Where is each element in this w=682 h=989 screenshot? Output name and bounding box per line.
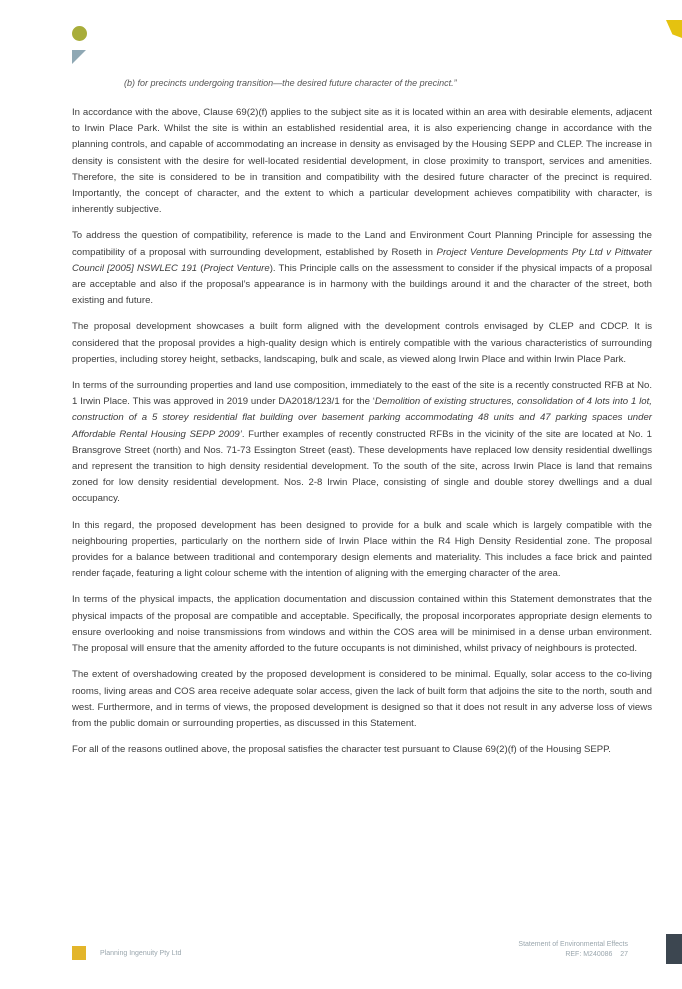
footer-ref: REF: M240086 (565, 951, 613, 958)
italic-text: Project Venture Developments Pty Ltd v Pittwater Council [2005] NSWLEC 191 (72, 246, 652, 274)
paragraph-text: The extent of overshadowing created by the proposed development is considered to be minimal. Equally, solar access to the co-living rooms, living areas and COS area receive adequate solar access, given the lack of built form that adjoins the site to the north, south and west. Furthermore, and in terms of views, the proposed development is designed so that it does not result in any adverse loss of views from the public domain or surrounding properties, as discussed in this Statement. (72, 669, 652, 729)
footer-logo-icon (72, 946, 86, 960)
paragraph-text: ( (197, 262, 204, 274)
paragraph-text: In terms of the surrounding properties and land use composition, immediately to the east of the site is a recently constructed RFB at No. 1 Irwin Place. This was approved in 2019 under DA2018/123/1 for the ‘ (72, 380, 652, 408)
quoted-clause: (b) for precincts undergoing transition—the desired future character of the precinct.” (124, 78, 457, 88)
paragraph-text: ). This Principle calls on the assessment to consider if the physical impacts of a proposal are acceptable and also if the proposal’s appearance is in harmony with the buildings around it and the character of the street, both existing and future. (72, 262, 652, 307)
paragraph (72, 319, 652, 368)
body-text (72, 105, 652, 768)
footer-bar (666, 934, 682, 964)
italic-text: Project Venture (203, 262, 270, 274)
footer-company: Planning Ingenuity Pty Ltd (100, 950, 182, 957)
paragraph-text: In terms of the physical impacts, the application documentation and discussion contained within this Statement demonstrates that the physical impacts of the proposal are compatible and acceptable. Specifically, the proposal incorporates appropriate design elements to ensure overlooking and noise transmissions from windows and within the COS area will be minimised in a dense urban environment. The proposal will ensure that the amenity afforded to the future occupants is not diminished, whilst privacy of neighbours is protected. (72, 594, 652, 655)
paragraph (72, 592, 652, 657)
paragraph-text: . Further examples of recently constructed RFBs in the vicinity of the site are located at No. 1 Bransgrove Street (north) and Nos. 71-73 Essington Street (east). These developments have replaced low density residential dwellings and represent the transition to high density residential development. To the south of the site, across Irwin Place is land that remains zoned for low density residential development. Nos. 2-8 Irwin Place, consisting of single and double storey dwellings and a dual occupancy. (72, 428, 653, 505)
paragraph (72, 667, 652, 732)
footer-ref-line (518, 950, 628, 960)
paragraph-text: In accordance with the above, Clause 69(2)(f) applies to the subject site as it is located within an area with desirable elements, adjacent to Irwin Place Park. Whilst the site is within an established residential area, it is also experiencing change in accordance with the planning controls, and capable of accommodating an increase in density as envisaged by the Housing SEPP and CLEP. The increase in density is consistent with the desire for well-located residential development, in close proximity to transport, services and amenities. Therefore, the site is considered to be in transition and compatibility with the desired future character of the precinct is required. Importantly, the concept of character, and the extent to which a particular development achieves compatibility with character, is inherently subjective. (72, 107, 652, 216)
footer-info (518, 940, 628, 960)
paragraph-text: In this regard, the proposed development has been designed to provide for a bulk and scale which is largely compatible with the neighbouring properties, particularly on the northern side of Irwin Place within the R4 High Density Residential zone. The proposal provides for a balance between traditional and contemporary design elements and materiality. This includes a face brick and painted render façade, featuring a light colour scheme with the intention of aligning with the emerging character of the area. (72, 519, 652, 580)
logo-triangle-icon (72, 50, 86, 64)
paragraph (72, 518, 652, 583)
paragraph-text: To address the question of compatibility, reference is made to the Land and Environment Court Planning Principle for assessing the compatibility of a proposal with surrounding development, established by Roseth in (72, 230, 652, 258)
paragraph (72, 228, 652, 309)
paragraph-text: The proposal development showcases a built form aligned with the development controls envisaged by CLEP and CDCP. It is considered that the proposal provides a high-quality design which is entirely compatible with the various characteristics of surrounding properties, including storey height, setbacks, landscaping, bulk and scale, as viewed along Irwin Place and within Irwin Place Park. (72, 321, 652, 365)
paragraph-text: For all of the reasons outlined above, the proposal satisfies the character test pursuant to Clause 69(2)(f) of the Housing SEPP. (72, 744, 611, 756)
paragraph (72, 742, 652, 758)
corner-tab-icon (666, 20, 682, 38)
footer-doc-title: Statement of Environmental Effects (518, 941, 628, 948)
page-number: 27 (620, 951, 628, 958)
logo-circle-icon (72, 26, 87, 41)
italic-text: Demolition of existing structures, consolidation of 4 lots into 1 lot, construction of a 5 storey residential flat building over basement parking accommodating 48 units and 47 parking spaces under Affordable Rental Housing SEPP 2009’ (72, 396, 652, 440)
paragraph (72, 378, 652, 508)
paragraph (72, 105, 652, 218)
